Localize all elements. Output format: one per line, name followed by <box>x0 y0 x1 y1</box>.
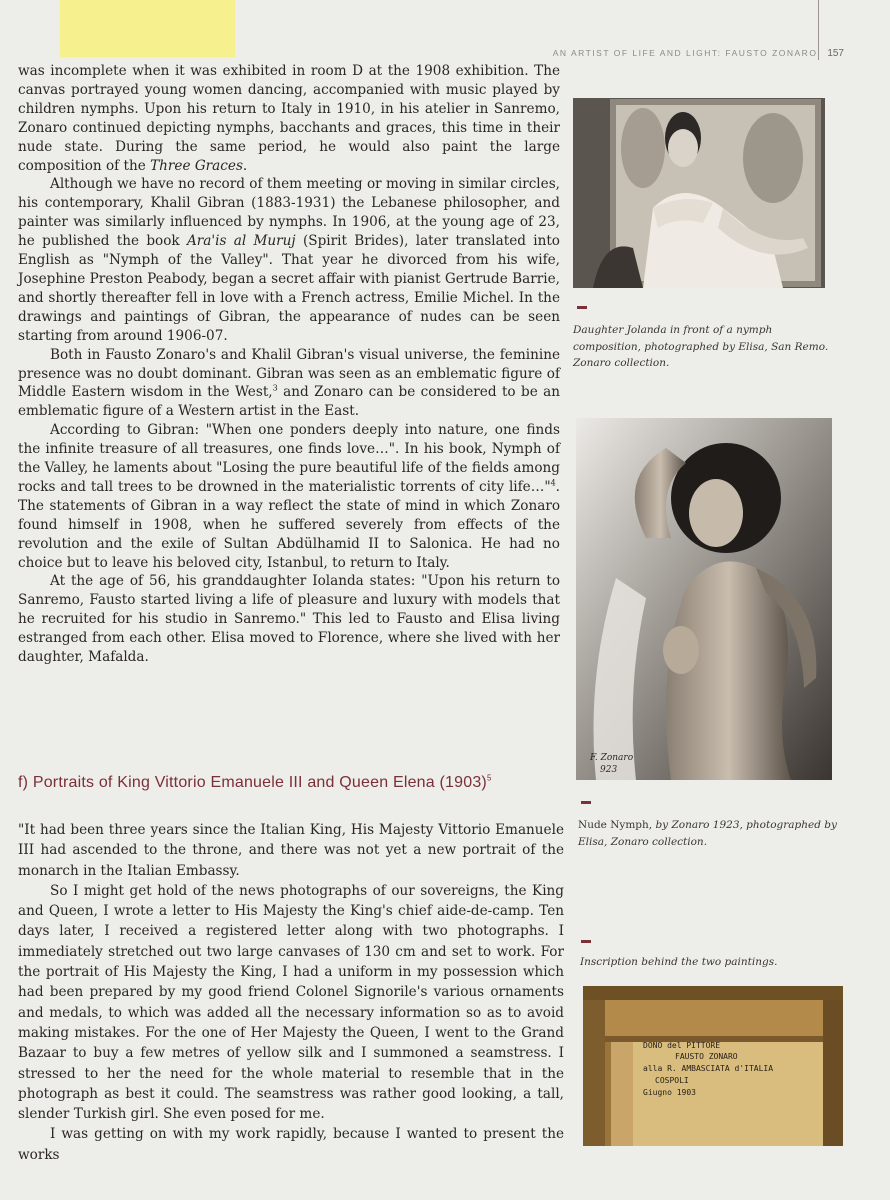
photo-inscription-image <box>583 986 843 1146</box>
painting-signature: F. Zonaro <box>590 753 634 763</box>
caption-nude-nymph <box>578 817 840 850</box>
p2-italic: Ara'is al Muruj <box>186 233 296 250</box>
running-head-title: AN ARTIST OF LIFE AND LIGHT: FAUSTO ZONARO <box>552 48 818 58</box>
paragraph-1 <box>18 62 560 175</box>
page-number: 157 <box>827 48 844 59</box>
p2-rest: (Spirit Brides), later translated into English as "Nymph of the Valley". That year he divorced from his wife, Josephine Preston Peabody, began a secret affair with pianist Gertrude Barrie, and shortly thereafter fell in love with a French actress, Emilie Michel. In the drawings and paintings of Gibran, the appearance of nudes can be seen starting from around 1906-07. <box>18 233 560 344</box>
paragraph-5 <box>18 572 560 667</box>
photo-jolanda-image <box>573 98 825 288</box>
section-paragraph-2: So I might get hold of the news photographs of our sovereigns, the King and Queen, I wrote a letter to His Majesty the King's chief aide-de-camp. Ten days later, I received a registered letter along with two photographs. I immediately stretched out two large canvases of 130 cm and set to work. For the portrait of His Majesty the King, I had a uniform in my possession which had been prepared by my good friend Colonel Signorile's various ornaments and medals, to which was added all the necessary information so as to avoid making mistakes. For the one of Her Majesty the Queen, I went to the Grand Bazaar to buy a few metres of yellow silk and I summoned a seamstress. I stressed to her the need for the whole material to resemble that in the photograph as best it could. The seamstress was rather good looking, a tall, slender Turkish girl. She even posed for me. <box>18 882 564 1123</box>
section-paragraph-3: I was getting on with my work rapidly, because I wanted to present the works <box>18 1126 564 1163</box>
photo-nude-nymph <box>576 418 832 780</box>
inscription-line-5: Giugno 1903 <box>643 1088 696 1097</box>
inscription-line-3: alla R. AMBASCIATA d'ITALIA <box>643 1064 774 1073</box>
section-text-column <box>18 820 564 1165</box>
painting-signature-year: 923 <box>600 765 618 775</box>
p2-text: Although we have no record of them meeting or moving in similar circles, his contemporary, Khalil Gibran (1883-1931) the Lebanese philosopher, and painter was similarly influenced by nymphs. In 1906, at the young age of 23, he published the book <box>18 176 560 250</box>
paragraph-3 <box>18 346 560 422</box>
section-heading <box>18 774 578 792</box>
p4-rest: . The statements of Gibran in a way reflect the state of mind in which Zonaro found himself in 1908, when he suffered severely from effects of the revolution and the exile of Sultan Abdülhamid II to Salonica. He had no choice but to leave his beloved city, Istanbul, to return to Italy. <box>18 478 560 571</box>
caption-dash-3 <box>581 940 591 943</box>
caption-dash-2 <box>581 801 591 804</box>
paragraph-2 <box>18 175 560 345</box>
p1-end: . <box>242 157 248 174</box>
main-text-column <box>18 62 560 667</box>
caption-inscription: Inscription behind the two paintings. <box>580 956 778 968</box>
section-paragraph-1: "It had been three years since the Italian King, His Majesty Vittorio Emanuele III had ascended to the throne, and there was not yet a new portrait of the monarch in the Italian Embassy. <box>18 822 564 879</box>
footnote-ref-3: 3 <box>272 383 278 393</box>
p4-text: According to Gibran: "When one ponders deeply into nature, one finds the infinite treasure of all treasures, one finds love…". In his book, Nymph of the Valley, he laments about "Losing the pure beautiful life of the fields among rocks and tall trees to be drowned in the materialistic torrents of city life…" <box>18 422 560 495</box>
photo-nude-nymph-image <box>576 418 832 780</box>
photo-inscription <box>583 986 843 1146</box>
p3-rest: and Zonaro can be considered to be an emblematic figure of a Western artist in the East. <box>18 384 560 420</box>
caption-dash-1 <box>577 306 587 309</box>
caption-nude-nymph-rest: by Zonaro 1923, photographed by Elisa, Zonaro collection. <box>578 819 837 848</box>
inscription-line-4: COSPOLI <box>655 1076 689 1085</box>
footnote-ref-4: 4 <box>550 478 556 488</box>
p5-text: At the age of 56, his granddaughter Iolanda states: "Upon his return to Sanremo, Fausto started living a life of pleasure and luxury with models that he recruited for his studio in Sanremo." This led to Fausto and Elisa living estranged from each other. Elisa moved to Florence, where she lived with her daughter, Mafalda. <box>18 573 560 666</box>
p1-italic: Three Graces <box>150 157 243 174</box>
running-head <box>553 48 844 59</box>
section-heading-text: f) Portraits of King Vittorio Emanuele III and Queen Elena (1903) <box>18 774 487 791</box>
p3-text: Both in Fausto Zonaro's and Khalil Gibran's visual universe, the feminine presence was no doubt dominant. Gibran was seen as an emblematic figure of Middle Eastern wisdom in the West, <box>18 346 560 401</box>
p1-text: was incomplete when it was exhibited in room D at the 1908 exhibition. The canvas portrayed young women dancing, accompanied with music played by children nymphs. Upon his return to Italy in 1910, in his atelier in Sanremo, Zonaro continued depicting nymphs, bacchants and graces, this time in their nude state. During the same period, he would also paint the large composition of the <box>18 63 560 174</box>
inscription-line-1: DONO del PITTORE <box>643 1041 721 1050</box>
sticky-note <box>60 0 235 57</box>
inscription-line-2: FAUSTO ZONARO <box>675 1052 738 1061</box>
paragraph-4 <box>18 421 560 572</box>
caption-nude-nymph-title: Nude Nymph, <box>578 819 653 831</box>
caption-jolanda: Daughter Jolanda in front of a nymph composition, photographed by Elisa, San Remo. Zonaro collection. <box>573 324 829 369</box>
photo-jolanda <box>573 98 825 288</box>
footnote-ref-5: 5 <box>486 773 492 783</box>
